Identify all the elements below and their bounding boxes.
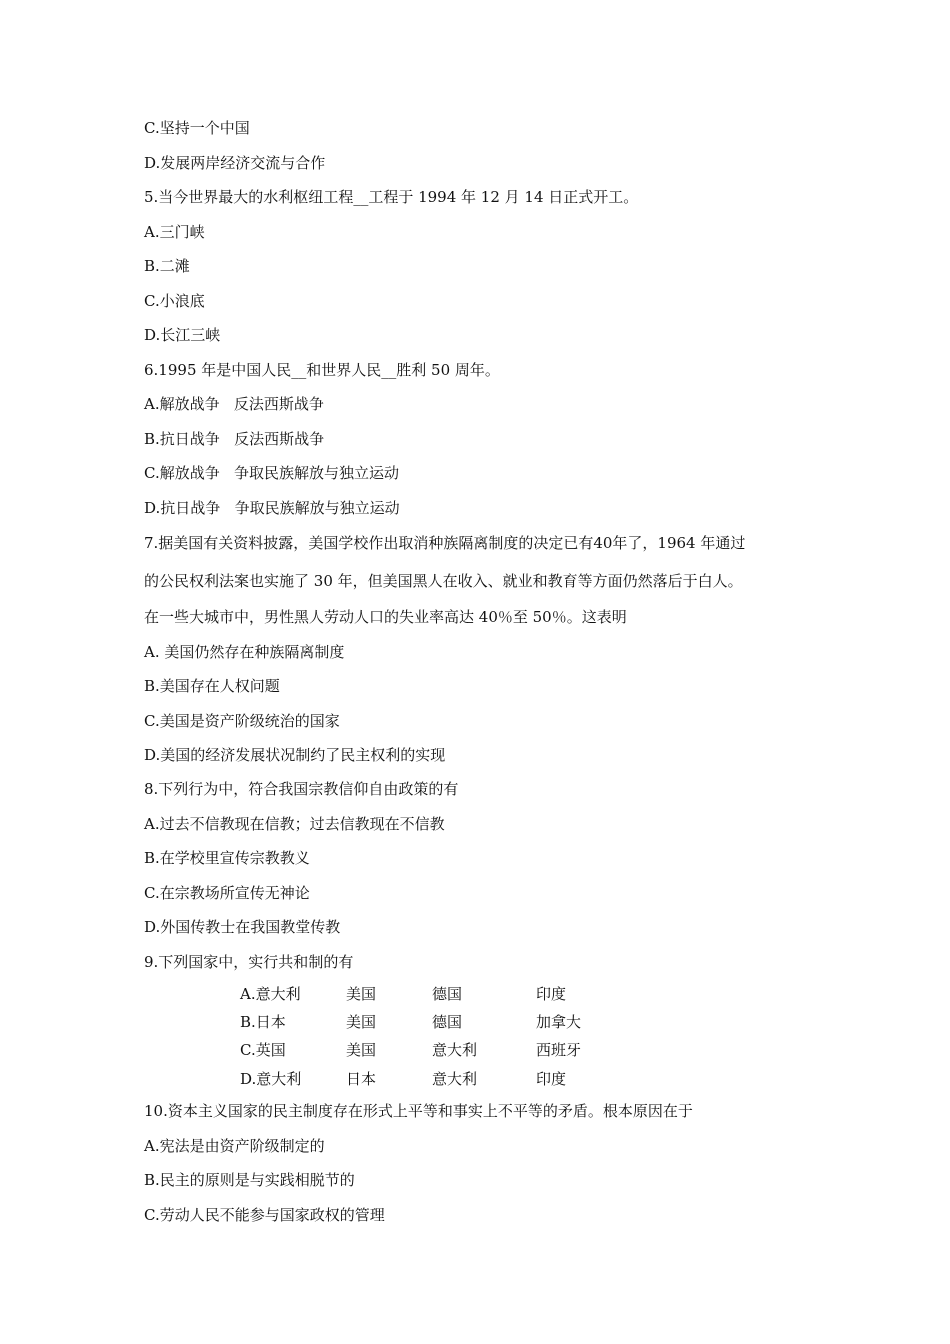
option-a-q6: A.解放战争 反法西斯战争: [144, 395, 324, 413]
option-cell: B.日本: [240, 1013, 286, 1031]
option-c-q5: C.小浪底: [144, 292, 205, 310]
option-cell: 日本: [346, 1070, 377, 1088]
question-6: 6.1995 年是中国人民__和世界人民__胜利 50 周年。: [144, 361, 500, 379]
option-d-q5: D.长江三峡: [144, 326, 221, 344]
option-cell: 德国: [432, 1013, 463, 1031]
question-8: 8.下列行为中，符合我国宗教信仰自由政策的有: [144, 780, 459, 798]
option-cell: 印度: [536, 985, 567, 1003]
option-b-q6: B.抗日战争 反法西斯战争: [144, 430, 325, 448]
option-cell: 西班牙: [536, 1041, 582, 1059]
option-cell: 美国: [346, 1041, 377, 1059]
option-cell: 加拿大: [536, 1013, 582, 1031]
option-c-q8: C.在宗教场所宣传无神论: [144, 884, 310, 902]
option-b-q7: B.美国存在人权问题: [144, 677, 280, 695]
option-cell: A.意大利: [240, 985, 301, 1003]
option-b-q5: B.二滩: [144, 257, 190, 275]
question-10: 10.资本主义国家的民主制度存在形式上平等和事实上不平等的矛盾。根本原因在于: [144, 1102, 693, 1120]
option-c-q10: C.劳动人民不能参与国家政权的管理: [144, 1206, 385, 1224]
option-d-q4: D.发展两岸经济交流与合作: [144, 154, 326, 172]
option-a-q10: A.宪法是由资产阶级制定的: [144, 1137, 325, 1155]
option-cell: 意大利: [432, 1041, 478, 1059]
option-cell: 印度: [536, 1070, 567, 1088]
option-a-q7: A. 美国仍然存在种族隔离制度: [144, 643, 345, 661]
option-cell: 德国: [432, 985, 463, 1003]
option-cell: D.意大利: [240, 1070, 302, 1088]
option-b-q8: B.在学校里宣传宗教教义: [144, 849, 310, 867]
option-cell: 意大利: [432, 1070, 478, 1088]
option-a-q5: A.三门峡: [144, 223, 205, 241]
option-c-q7: C.美国是资产阶级统治的国家: [144, 712, 340, 730]
question-7-line-1: 7.据美国有关资料披露，美国学校作出取消种族隔离制度的决定已有40年了，1964 年通过: [144, 534, 746, 552]
option-c-q6: C.解放战争 争取民族解放与独立运动: [144, 464, 400, 482]
option-d-q7: D.美国的经济发展状况制约了民主权利的实现: [144, 746, 446, 764]
option-cell: 美国: [346, 985, 377, 1003]
question-9: 9.下列国家中，实行共和制的有: [144, 953, 354, 971]
question-7-line-2: 的公民权利法案也实施了 30 年，但美国黑人在收入、就业和教育等方面仍然落后于白人。: [144, 572, 743, 590]
option-d-q6: D.抗日战争 争取民族解放与独立运动: [144, 499, 400, 517]
question-7-line-3: 在一些大城市中，男性黑人劳动人口的失业率高达 40％至 50％。这表明: [144, 608, 627, 626]
question-5: 5.当今世界最大的水利枢纽工程__工程于 1994 年 12 月 14 日正式开工。: [144, 188, 639, 206]
option-d-q8: D.外国传教士在我国教堂传教: [144, 918, 341, 936]
option-c-q4: C.坚持一个中国: [144, 119, 250, 137]
option-cell: 美国: [346, 1013, 377, 1031]
option-a-q8: A.过去不信教现在信教；过去信教现在不信教: [144, 815, 445, 833]
option-cell: C.英国: [240, 1041, 286, 1059]
option-b-q10: B.民主的原则是与实践相脱节的: [144, 1171, 355, 1189]
